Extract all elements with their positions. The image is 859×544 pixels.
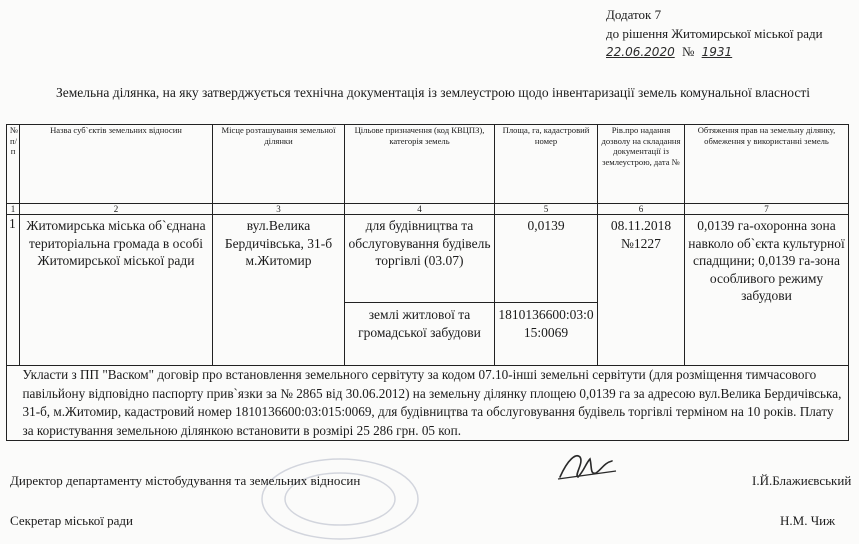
header-location: Місце розташування земельної ділянки	[213, 125, 345, 204]
row-permit-number: №1227	[621, 235, 661, 251]
note-spacer	[7, 366, 20, 441]
note-row	[7, 366, 849, 441]
column-number: 1	[7, 204, 20, 215]
secretary-title: Секретар міської ради	[10, 513, 133, 528]
row-subject: Житомирська міська об`єднана територіальна громада в особі Житомирської міської ради	[20, 215, 213, 366]
document-title: Земельна ділянка, на яку затверджується технічна документація із землеустрою щодо інвентаризації земель комунальної власності	[56, 85, 810, 100]
header-restrictions: Обтяження прав на земельну ділянку, обмеження у використанні земель	[685, 125, 849, 204]
decision-date-line	[606, 42, 732, 62]
appendix-label: Додаток 7	[606, 7, 662, 22]
decision-reference: до рішення Житомирської міської ради	[606, 26, 823, 41]
decision-number: 1931	[701, 45, 733, 59]
header-subject: Назва суб`єктів земельних відносин	[20, 125, 213, 204]
header-permit: Рів.про надання дозволу на складання документації із землеустрою, дата №	[598, 125, 685, 204]
stamp-watermark	[250, 447, 430, 542]
row-purpose: для будівництва та обслуговування будівель торгівлі (03.07)	[345, 215, 495, 303]
secretary-name: Н.М. Чиж	[780, 513, 836, 528]
row-index: 1	[7, 215, 20, 366]
column-number: 7	[685, 204, 849, 215]
column-number-row	[7, 204, 849, 215]
header-purpose: Цільове призначення (код КВЦПЗ), категорія земель	[345, 125, 495, 204]
row-permit-date: 08.11.2018	[610, 218, 672, 233]
director-name: І.Й.Блажиєвський	[752, 473, 852, 488]
director-signature	[556, 449, 618, 483]
column-number: 3	[213, 204, 345, 215]
table-header-row	[7, 125, 849, 204]
header-index: № п/п	[7, 125, 20, 204]
row-category: землі житлової та громадської забудови	[345, 303, 495, 366]
row-location: вул.Велика Бердичівська, 31-б м.Житомир	[213, 215, 345, 366]
decision-date: 22.06.2020	[606, 45, 675, 59]
header-area: Площа, га, кадастровий номер	[495, 125, 598, 204]
table-row	[7, 215, 849, 303]
row-permit	[598, 215, 685, 366]
row-cadastral: 1810136600:03:015:0069	[495, 303, 598, 366]
row-restrictions: 0,0139 га-охоронна зона навколо об`єкта культурної спадщини; 0,0139 га-зона особливого режиму забудови	[685, 215, 849, 366]
director-title: Директор департаменту містобудування та земельних відносин	[10, 473, 361, 488]
column-number: 6	[598, 204, 685, 215]
column-number: 5	[495, 204, 598, 215]
decision-number-prefix: №	[681, 44, 695, 59]
land-plot-table	[6, 124, 849, 441]
column-number: 2	[20, 204, 213, 215]
column-number: 4	[345, 204, 495, 215]
servitude-note: Укласти з ПП "Васком" договір про встановлення земельного сервітуту за кодом 07.10-інші земельні сервітути (для розміщення тимчасового павільйону відповідно паспорту прив`язки за № 2865 від 30.06.2012) на земельну ділянку площею 0,0139 га за адресою вул.Велика Бердичівська, 31-б, м.Житомир, кадастровий номер 1810136600:03:015:0069, для будівництва та обслуговування будівель торгівлі терміном на 10 років. Плату за користування земельною ділянкою встановити в розмірі 25 286 грн. 05 коп.	[20, 366, 849, 441]
row-area: 0,0139	[495, 215, 598, 303]
